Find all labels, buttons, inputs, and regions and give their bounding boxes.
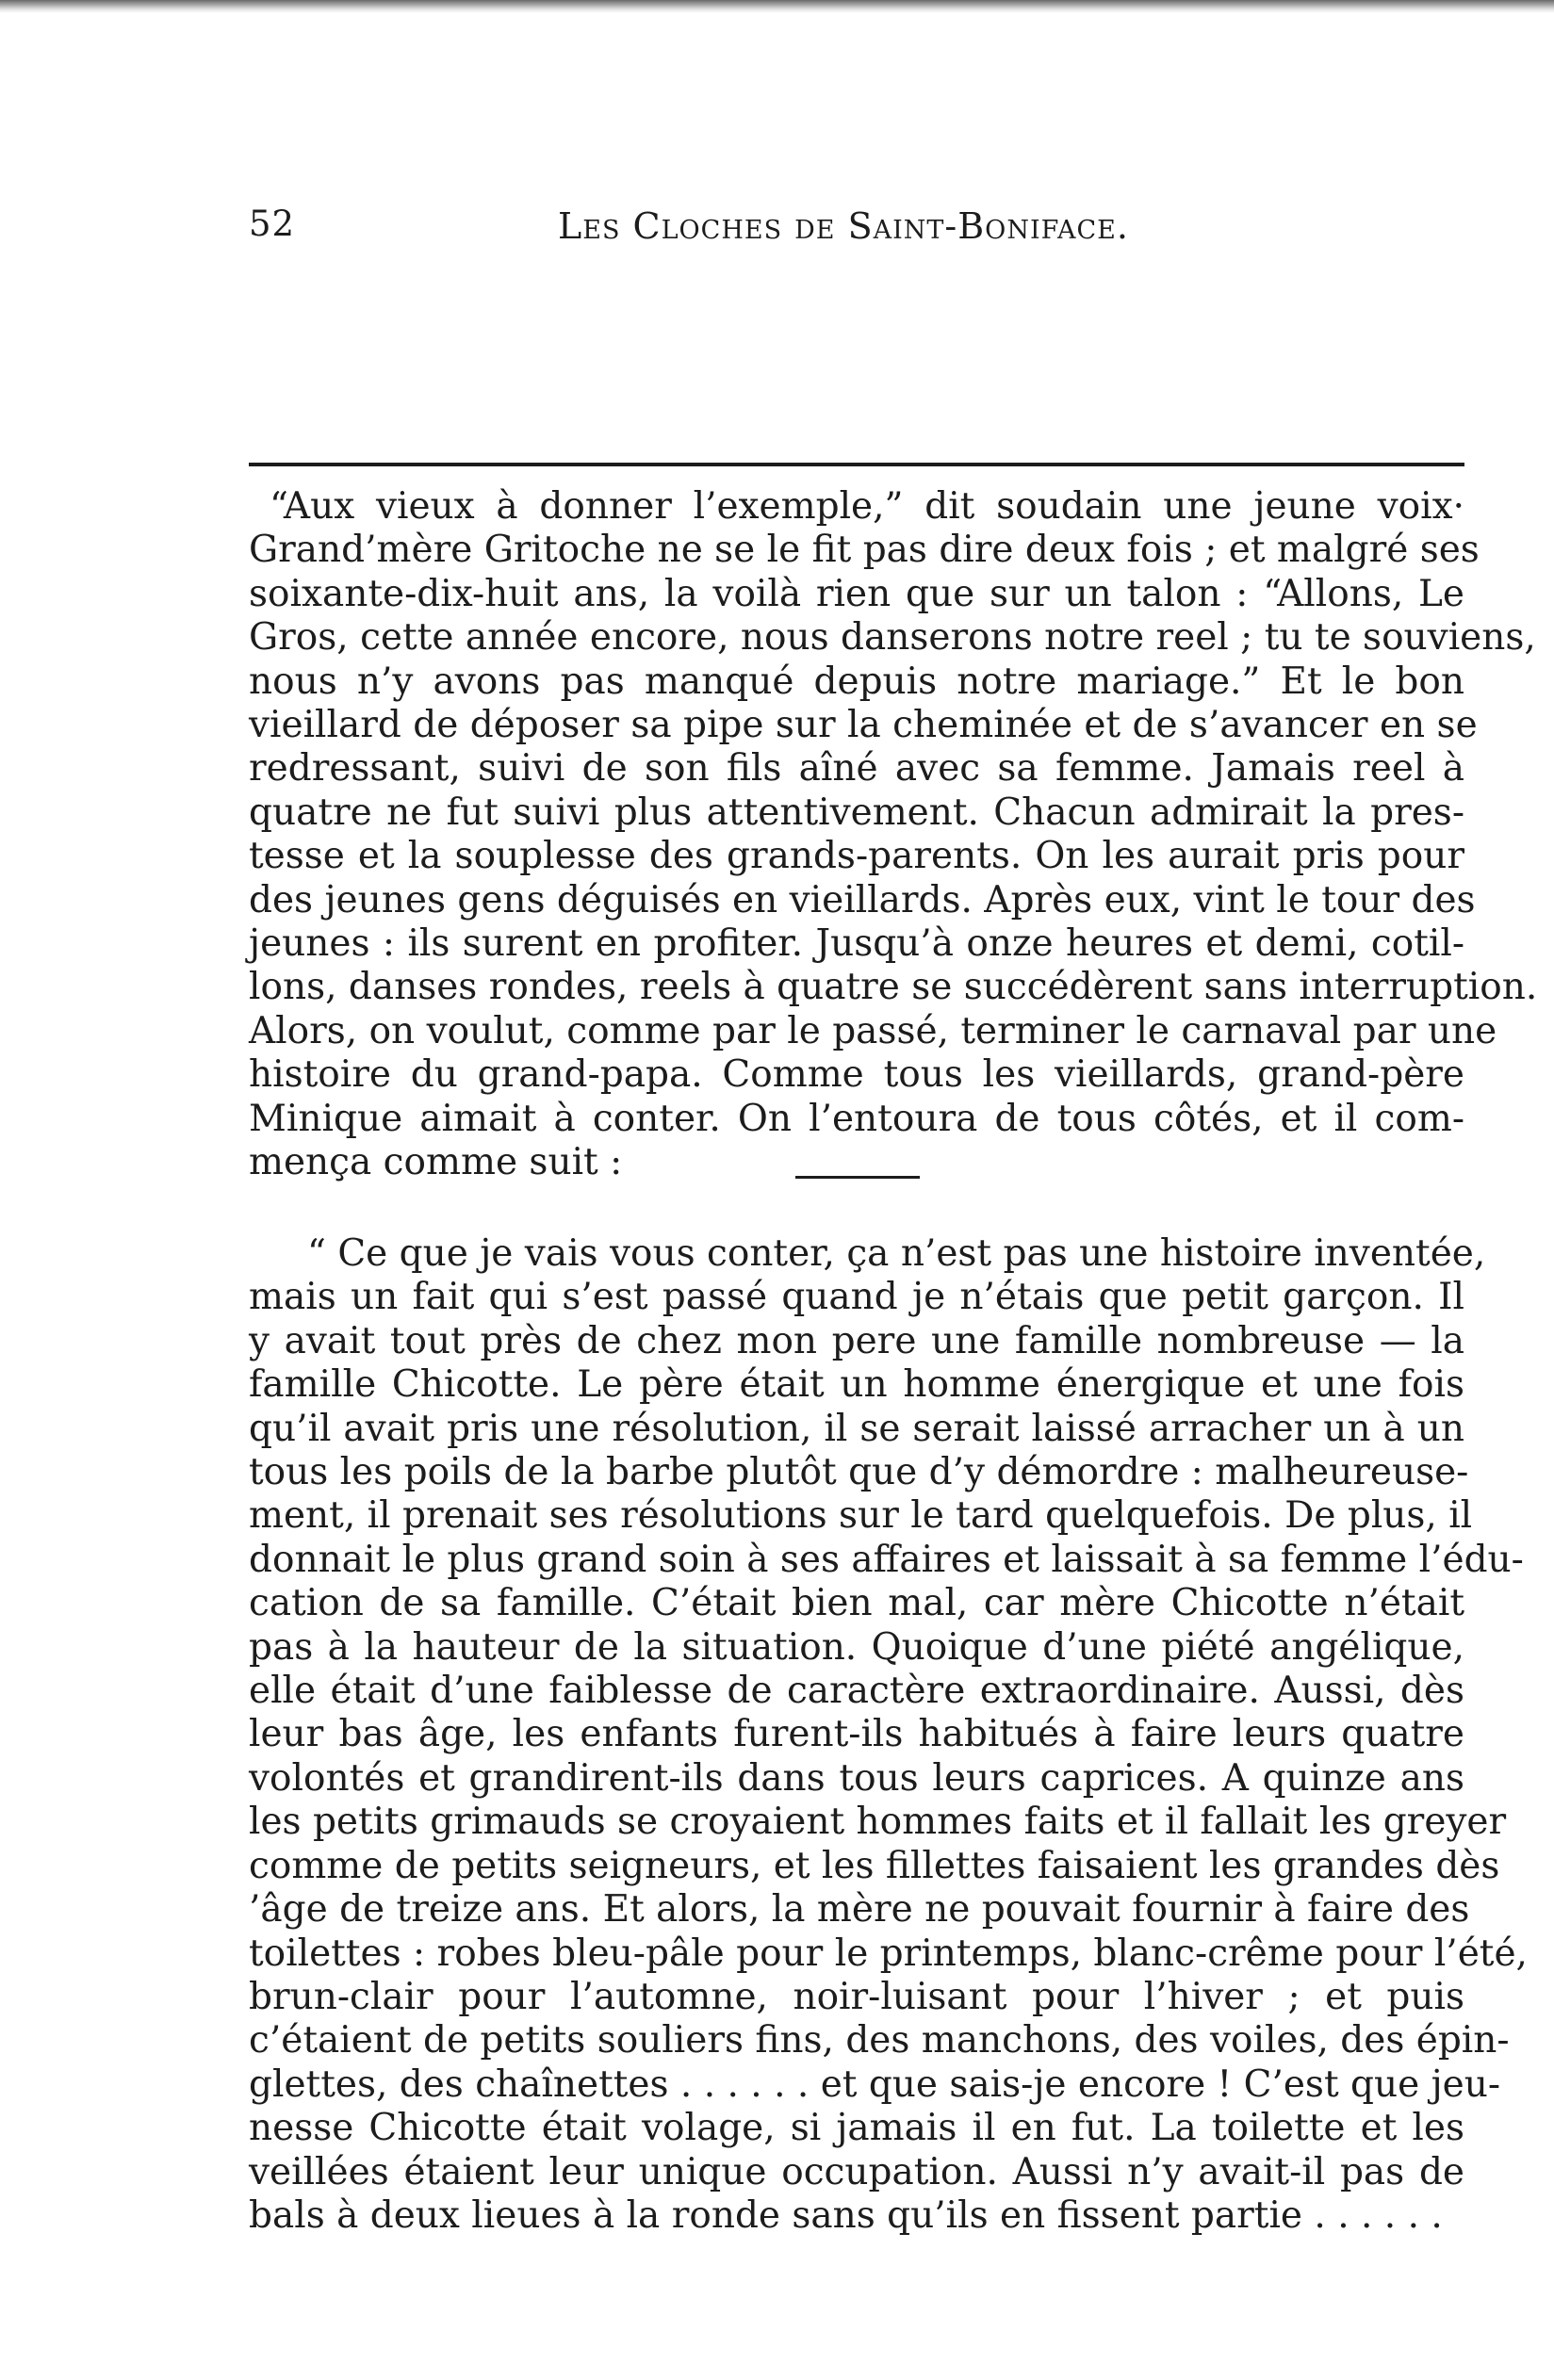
text-line: brun-clair pour l’automne, noir-luisant pour l’hiver ; et puis bbox=[249, 1975, 1464, 2018]
text-line: tesse et la souplesse des grands-parents. On les aurait pris pour bbox=[249, 835, 1464, 878]
header-rule bbox=[249, 463, 1464, 466]
text-line: “ Ce que je vais vous conter, ça n’est pas une histoire inventée, bbox=[307, 1232, 1486, 1275]
text-line: redressant, suivi de son fils aîné avec sa femme. Jamais reel à bbox=[249, 747, 1464, 791]
paragraph-story bbox=[249, 1232, 1528, 2238]
text-line: mença comme suit : bbox=[249, 1141, 623, 1184]
text-line: soixante-dix-huit ans, la voilà rien que sur un talon : “Allons, Le bbox=[249, 572, 1464, 615]
text-line: glettes, des chaînettes . . . . . . et que sais-je encore ! C’est que jeu- bbox=[249, 2062, 1501, 2106]
text-line: histoire du grand-papa. Comme tous les vieillards, grand-père bbox=[249, 1053, 1464, 1097]
text-line: Gros, cette année encore, nous danserons notre reel ; tu te souviens, bbox=[249, 616, 1536, 660]
text-line: elle était d’une faiblesse de caractère extraordinaire. Aussi, dès bbox=[249, 1670, 1464, 1713]
text-line: y avait tout près de chez mon pere une famille nombreuse — la bbox=[249, 1319, 1464, 1362]
text-line: donnait le plus grand soin à ses affaires et laissait à sa femme l’édu- bbox=[249, 1538, 1524, 1581]
section-divider bbox=[795, 1176, 920, 1179]
text-line: pas à la hauteur de la situation. Quoique d’une piété angélique, bbox=[249, 1625, 1464, 1669]
text-line: comme de petits seigneurs, et les fillettes faisaient les grandes dès bbox=[249, 1844, 1500, 1887]
text-line: famille Chicotte. Le père était un homme énergique et une fois bbox=[249, 1363, 1464, 1407]
text-line: lons, danses rondes, reels à quatre se succédèrent sans interruption. bbox=[249, 966, 1538, 1009]
text-line: toilettes : robes bleu-pâle pour le printemps, blanc-crême pour l’été, bbox=[249, 1932, 1528, 1975]
text-line: ment, il prenait ses résolutions sur le tard quelquefois. De plus, il bbox=[249, 1494, 1473, 1538]
text-line: veillées étaient leur unique occupation. Aussi n’y avait-il pas de bbox=[249, 2150, 1464, 2193]
text-line: les petits grimauds se croyaient hommes faits et il fallait les greyer bbox=[249, 1801, 1507, 1844]
text-line: nesse Chicotte était volage, si jamais il en fut. La toilette et les bbox=[249, 2107, 1464, 2150]
paragraph-carnival bbox=[249, 485, 1538, 1185]
text-line: c’étaient de petits souliers fins, des manchons, des voiles, des épin- bbox=[249, 2019, 1510, 2062]
text-line: quatre ne fut suivi plus attentivement. Chacun admirait la pres- bbox=[249, 791, 1464, 834]
scan-edge bbox=[0, 0, 1554, 13]
text-line: mais un fait qui s’est passé quand je n’étais que petit garçon. Il bbox=[249, 1276, 1464, 1319]
text-line: bals à deux lieues à la ronde sans qu’ils en fissent partie . . . . . . bbox=[249, 2193, 1443, 2237]
text-line: Alors, on voulut, comme par le passé, terminer le carnaval par une bbox=[249, 1009, 1497, 1052]
page-number: 52 bbox=[249, 204, 296, 244]
text-line: ’âge de treize ans. Et alors, la mère ne pouvait fournir à faire des bbox=[249, 1888, 1470, 1932]
text-line: cation de sa famille. C’était bien mal, car mère Chicotte n’était bbox=[249, 1582, 1464, 1625]
running-title: Les Cloches de Saint-Boniface. bbox=[558, 205, 1129, 247]
text-line: Grand’mère Gritoche ne se le fit pas dire deux fois ; et malgré ses bbox=[249, 529, 1480, 572]
book-page bbox=[249, 185, 1538, 2237]
text-line: jeunes : ils surent en profiter. Jusqu’à onze heures et demi, cotil- bbox=[249, 922, 1464, 966]
text-line: qu’il avait pris une résolution, il se serait laissé arracher un à un bbox=[249, 1407, 1464, 1450]
text-line: Minique aimait à conter. On l’entoura de tous côtés, et il com- bbox=[249, 1097, 1464, 1140]
text-line: volontés et grandirent-ils dans tous leurs caprices. A quinze ans bbox=[249, 1756, 1464, 1800]
text-line: leur bas âge, les enfants furent-ils habitués à faire leurs quatre bbox=[249, 1713, 1464, 1756]
text-line: nous n’y avons pas manqué depuis notre mariage.” Et le bon bbox=[249, 660, 1464, 703]
text-line: des jeunes gens déguisés en vieillards. Après eux, vint le tour des bbox=[249, 878, 1476, 921]
text-line: vieillard de déposer sa pipe sur la cheminée et de s’avancer en se bbox=[249, 704, 1478, 747]
text-line: tous les poils de la barbe plutôt que d’y démordre : malheureuse- bbox=[249, 1451, 1469, 1494]
text-line: “Aux vieux à donner l’exemple,” dit soudain une jeune voix· bbox=[270, 485, 1464, 528]
page-header bbox=[249, 185, 1464, 251]
